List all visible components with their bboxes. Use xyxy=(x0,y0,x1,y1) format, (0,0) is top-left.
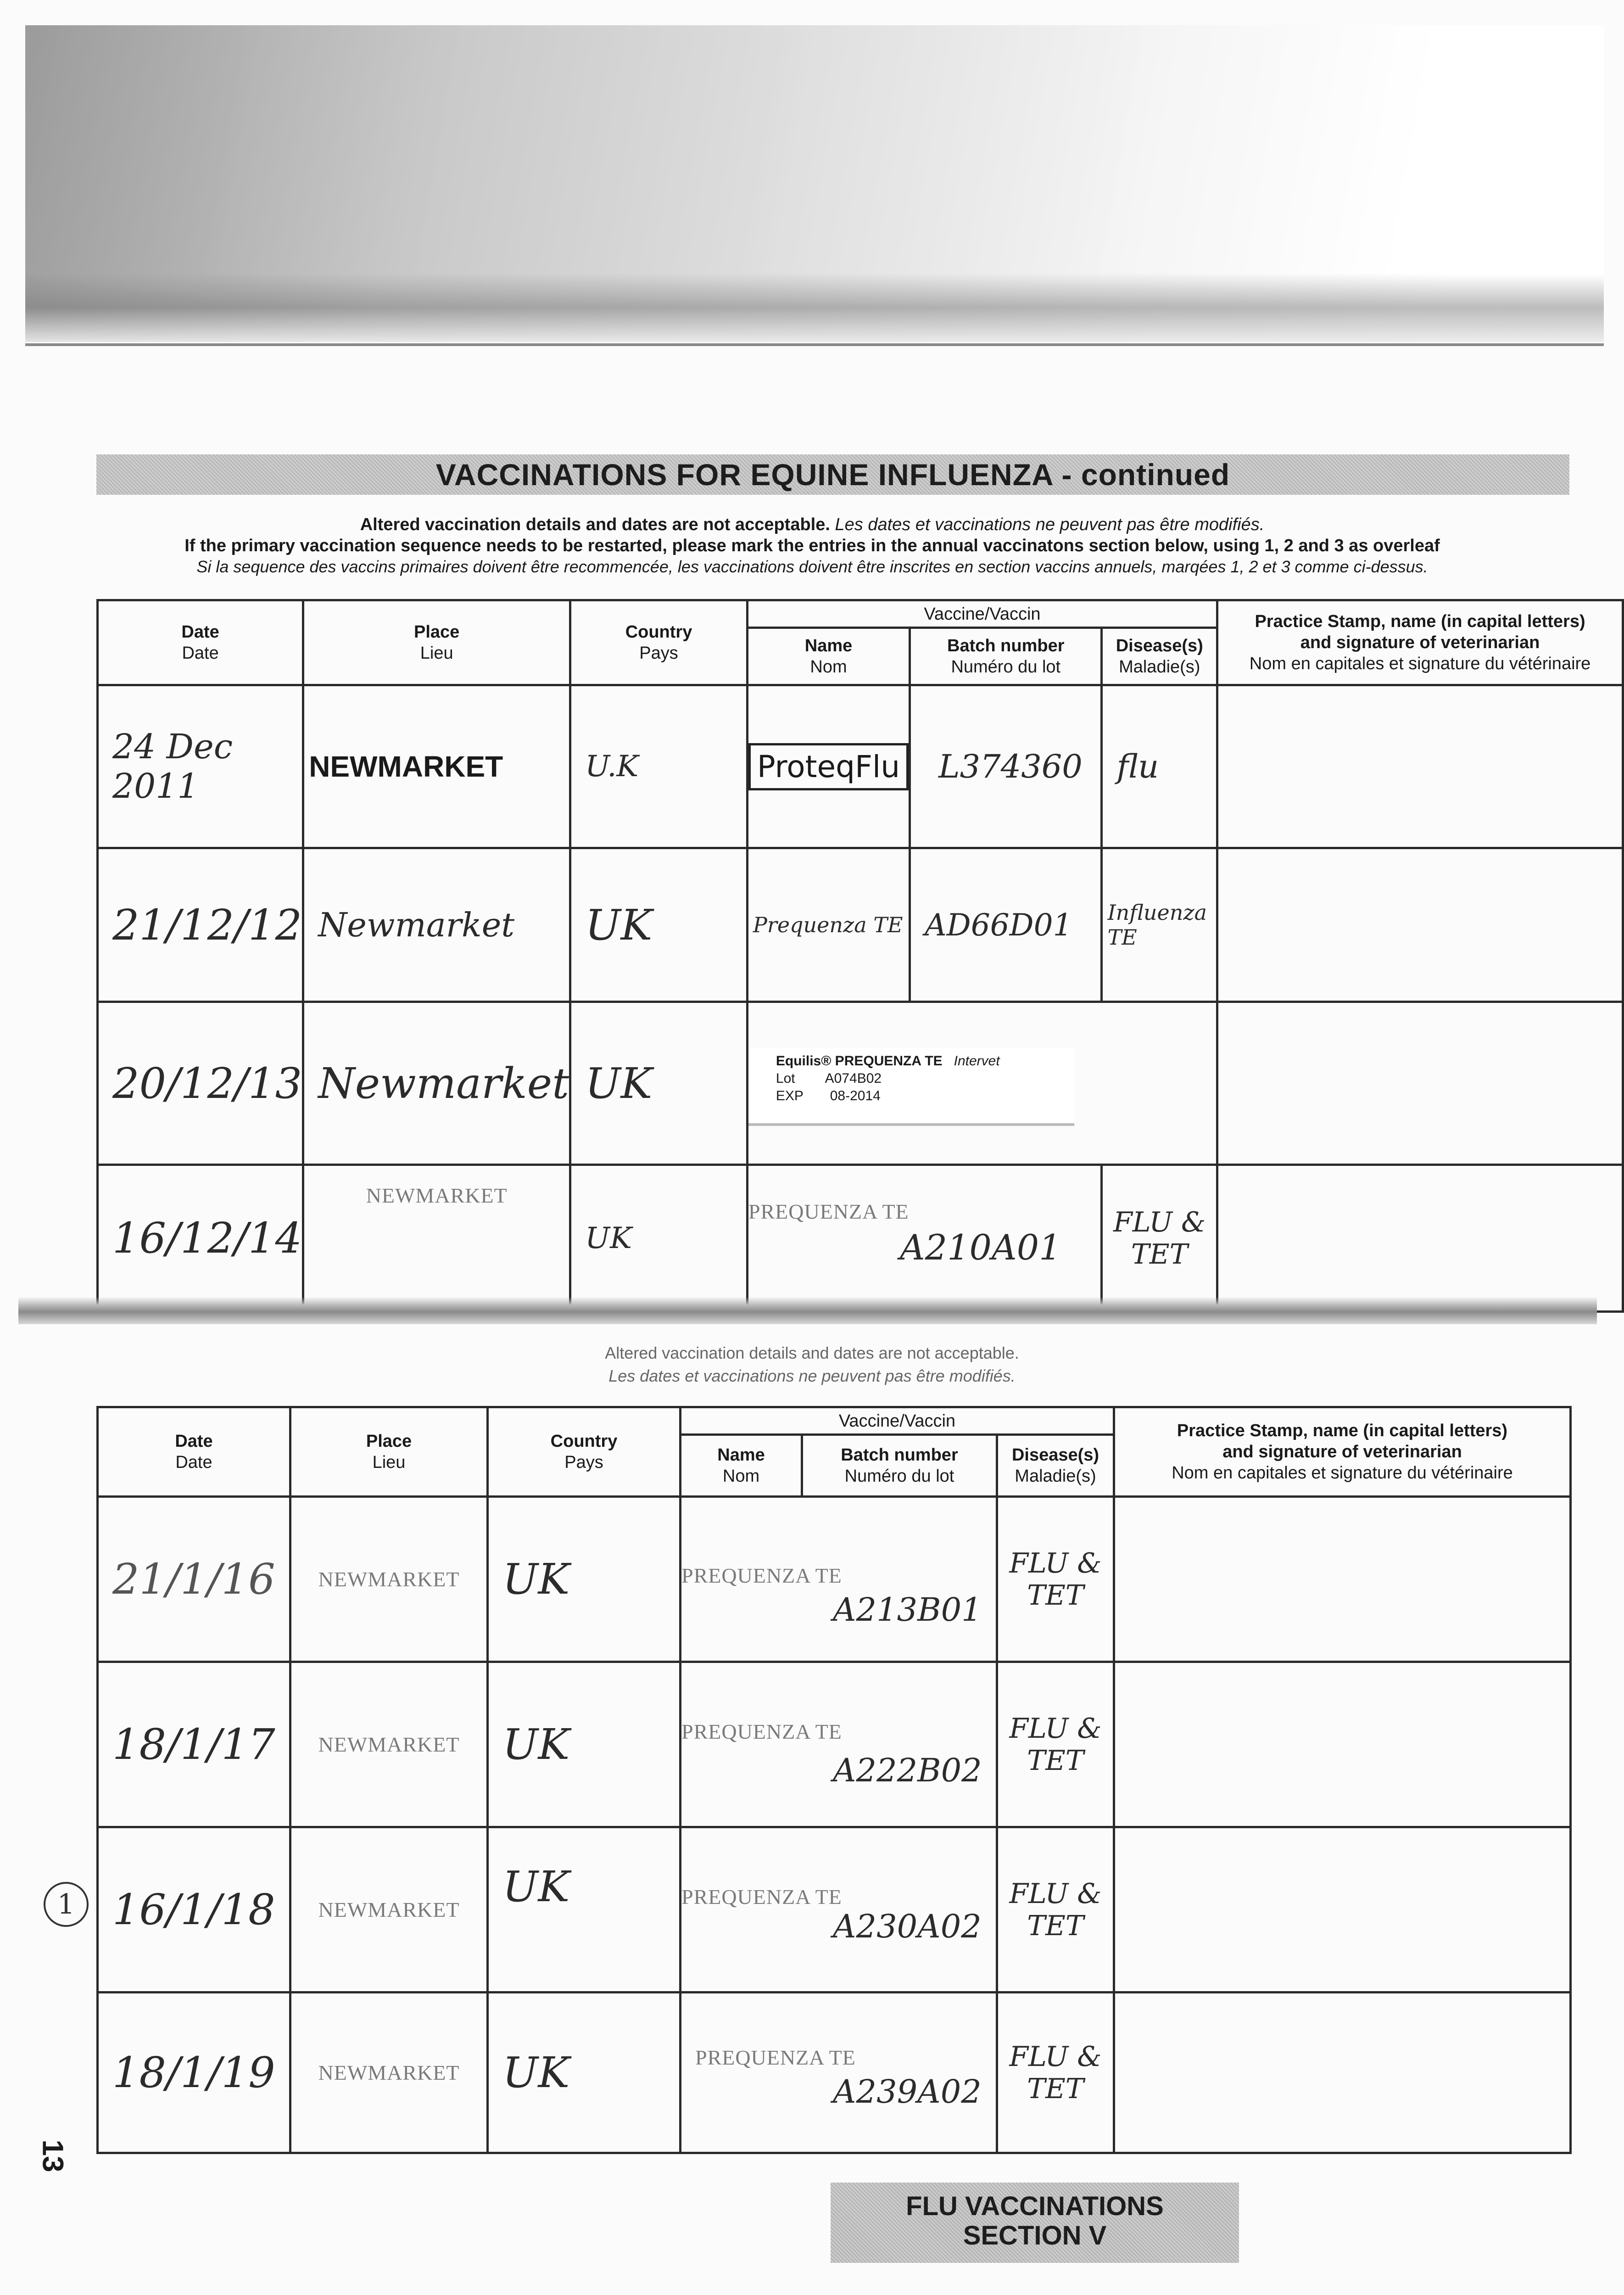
country-cell: UK xyxy=(488,1827,681,1993)
stamp-cell xyxy=(1114,1497,1571,1662)
name-batch-cell: PREQUENZA TE A213B01 xyxy=(681,1497,997,1662)
name-batch-cell: PREQUENZA TE A230A02 xyxy=(681,1827,997,1993)
page-fold-shadow xyxy=(18,1297,1597,1324)
table-row xyxy=(98,848,1623,1002)
place-cell: Newmarket xyxy=(303,848,570,1002)
date-cell: 21/12/12 xyxy=(98,848,303,1002)
col-date: Date Date xyxy=(98,1407,290,1497)
date-cell: 18/1/17 xyxy=(98,1662,290,1827)
place-cell: NEWMARKET xyxy=(303,1165,570,1312)
disease-cell: flu xyxy=(1102,685,1217,848)
col-vaccine: Vaccine/Vaccin xyxy=(747,600,1217,628)
disease-cell: FLU & TET xyxy=(997,1993,1114,2153)
disease-cell: FLU & TET xyxy=(997,1662,1114,1827)
table-row xyxy=(98,1497,1571,1662)
disease-cell: FLU & TET xyxy=(997,1497,1114,1662)
country-cell: UK xyxy=(570,848,748,1002)
mid-notice-en: Altered vaccination details and dates are not acceptable. xyxy=(605,1343,1019,1362)
mid-notice-fr: Les dates et vaccinations ne peuvent pas être modifiés. xyxy=(608,1366,1016,1385)
country-cell: UK xyxy=(570,1002,748,1165)
alteration-notice: Altered vaccination details and dates are not acceptable. Les dates et vaccinations ne peuvent pas être modifiés. xyxy=(360,515,1265,534)
disease-cell: FLU & TET xyxy=(1102,1165,1217,1312)
date-cell: 20/12/13 xyxy=(98,1002,303,1165)
stamp-cell xyxy=(1217,848,1623,1002)
name-batch-cell: PREQUENZA TE A239A02 xyxy=(681,1993,997,2153)
place-cell: Newmarket xyxy=(303,1002,570,1165)
col-country: Country Pays xyxy=(570,600,748,685)
restart-notice-fr: Si la sequence des vaccins primaires doivent être recommencée, les vaccinations doivent être inscrites en section vaccins annuels, marqées 1, 2 et 3 comme ci-dessus. xyxy=(196,557,1428,576)
batch-cell: L374360 xyxy=(910,685,1102,848)
country-cell: UK xyxy=(570,1165,748,1312)
col-name: Name Nom xyxy=(747,628,910,685)
col-stamp: Practice Stamp, name (in capital letters) and signature of veterinarian Nom en capitales et signature du vétérinaire xyxy=(1217,600,1623,685)
table-row xyxy=(98,1662,1571,1827)
place-cell: NEWMARKET xyxy=(303,685,570,848)
place-cell: NEWMARKET xyxy=(290,1497,488,1662)
table-row xyxy=(98,1165,1623,1312)
date-cell: 16/12/14 xyxy=(98,1165,303,1312)
batch-cell: AD66D01 xyxy=(910,848,1102,1002)
stamp-cell xyxy=(1114,1827,1571,1993)
place-cell: NEWMARKET xyxy=(290,1993,488,2153)
place-cell: NEWMARKET xyxy=(290,1662,488,1827)
col-disease: Disease(s) Maladie(s) xyxy=(997,1435,1114,1497)
stamp-cell xyxy=(1114,1662,1571,1827)
disease-cell: FLU & TET xyxy=(997,1827,1114,1993)
table-row xyxy=(98,1993,1571,2153)
col-country: Country Pays xyxy=(488,1407,681,1497)
name-batch-cell: PREQUENZA TE A222B02 xyxy=(681,1662,997,1827)
page-number: 13 xyxy=(36,2139,70,2172)
country-cell: U.K xyxy=(570,685,748,848)
name-cell: Prequenza TE xyxy=(747,848,910,1002)
primary-sequence-mark: 1 xyxy=(44,1882,89,1927)
stamp-cell xyxy=(1217,1165,1623,1312)
name-cell: ProteqFlu xyxy=(747,685,910,848)
section-label: FLU VACCINATIONS SECTION V xyxy=(831,2183,1239,2263)
col-place: Place Lieu xyxy=(303,600,570,685)
page-title: VACCINATIONS FOR EQUINE INFLUENZA - continued xyxy=(96,454,1569,495)
date-cell: 18/1/19 xyxy=(98,1993,290,2153)
country-cell: UK xyxy=(488,1497,681,1662)
place-cell: NEWMARKET xyxy=(290,1827,488,1993)
table-row xyxy=(98,1002,1623,1165)
name-batch-cell: PREQUENZA TE A210A01 xyxy=(747,1165,1102,1312)
country-cell: UK xyxy=(488,1662,681,1827)
stamp-cell xyxy=(1217,685,1623,848)
stamp-cell xyxy=(1114,1993,1571,2153)
date-cell: 21/1/16 xyxy=(98,1497,290,1662)
col-disease: Disease(s) Maladie(s) xyxy=(1102,628,1217,685)
date-cell: 24 Dec 2011 xyxy=(98,685,303,848)
col-name: Name Nom xyxy=(681,1435,802,1497)
vaccine-batch-label: Equilis® PREQUENZA TE Intervet Lot A074B02 EXP 08-2014 xyxy=(748,1048,1074,1126)
date-cell: 16/1/18 xyxy=(98,1827,290,1993)
vaccination-table-2 xyxy=(96,1406,1572,2154)
vaccination-table-1 xyxy=(96,599,1624,1313)
disease-cell: Influenza TE xyxy=(1102,848,1217,1002)
col-date: Date Date xyxy=(98,600,303,685)
restart-notice: If the primary vaccination sequence needs to be restarted, please mark the entries in the annual vaccinatons section below, using 1, 2 and 3 as overleaf xyxy=(184,536,1440,555)
col-vaccine: Vaccine/Vaccin xyxy=(681,1407,1114,1435)
scanned-header-band xyxy=(25,25,1604,342)
col-batch: Batch number Numéro du lot xyxy=(802,1435,997,1497)
table-row xyxy=(98,1827,1571,1993)
col-stamp: Practice Stamp, name (in capital letters) and signature of veterinarian Nom en capitales et signature du vétérinaire xyxy=(1114,1407,1571,1497)
table-row xyxy=(98,685,1623,848)
band-divider xyxy=(25,343,1604,346)
col-batch: Batch number Numéro du lot xyxy=(910,628,1102,685)
col-place: Place Lieu xyxy=(290,1407,488,1497)
country-cell: UK xyxy=(488,1993,681,2153)
vaccine-sticker-cell xyxy=(747,1002,1217,1165)
stamp-cell xyxy=(1217,1002,1623,1165)
